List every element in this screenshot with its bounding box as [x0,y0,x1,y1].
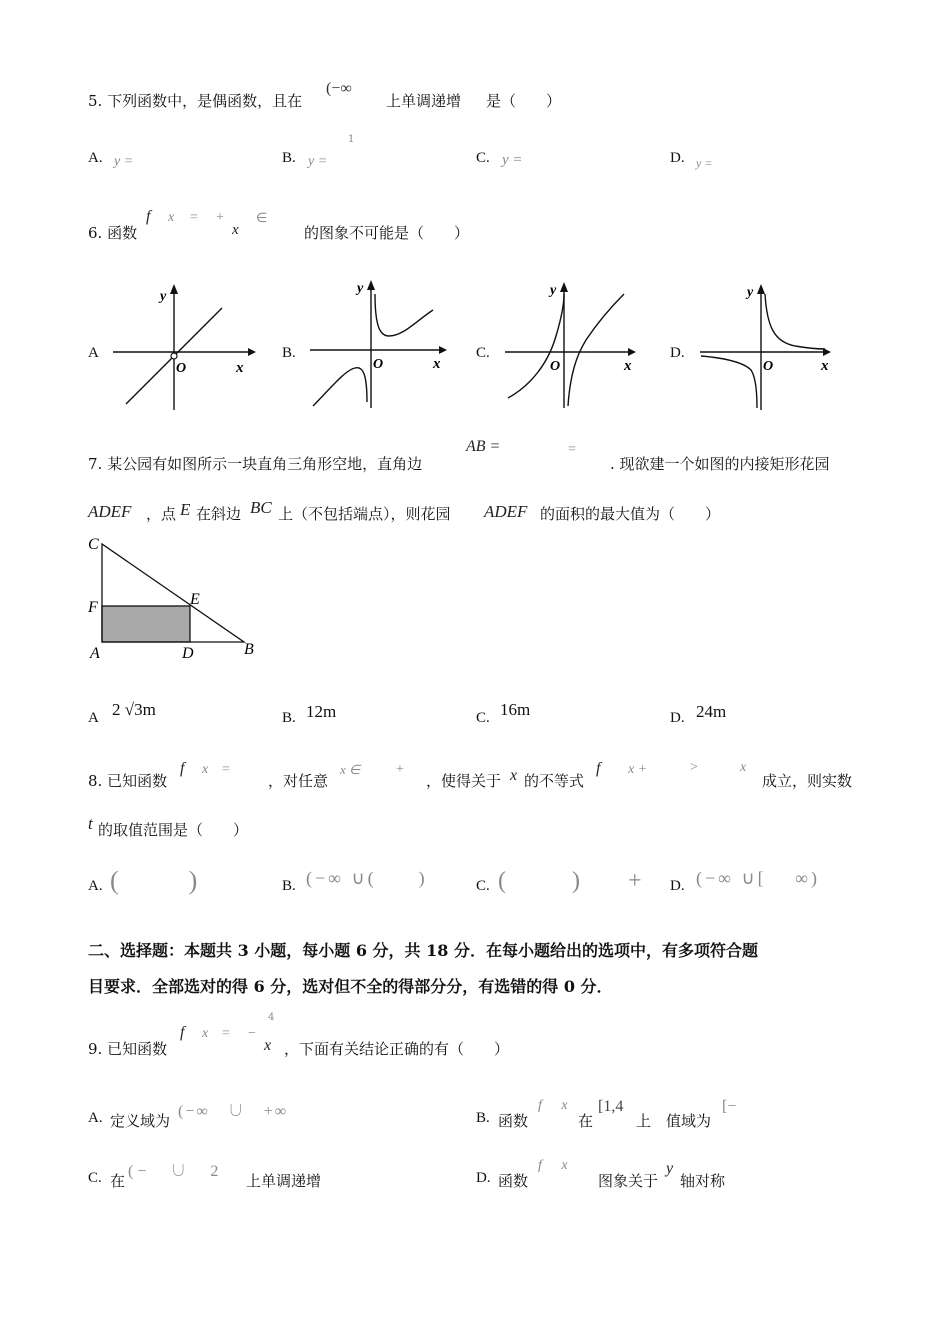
q8-t-var: t [88,814,93,833]
q6-graph-c [500,276,650,411]
q6-stem-prefix: 6. 函数 [88,224,138,242]
q9-option-b-text2: 在 [578,1112,594,1130]
q5-option-a-label[interactable]: A. [88,150,103,166]
q8-xin: x ∈ [340,762,361,777]
q9-eq: = [222,1026,230,1041]
graph-curve-right [568,294,624,406]
q6-graph-a [108,280,258,415]
q5-option-b-expr: y = [308,154,328,169]
q5-superscript-fragment: 1 [348,134,355,145]
x-label: x [821,358,829,374]
graph-curve-lower [313,368,367,406]
q7-figure [84,530,264,665]
origin-label: O [176,361,187,376]
q5-option-c-expr: y = [502,152,523,168]
q8-xplus: x + [628,762,648,777]
q7-line2-d: 上（不包括端点），则花园 [278,505,451,523]
y-axis-arrow [367,280,375,290]
q8-xvar: x [510,767,518,784]
q7-eq: = [568,442,576,457]
label-b: B [244,641,254,658]
q8-t1: ，对任意 [268,772,329,790]
q8-eq: = [222,762,230,777]
q8-option-b-expr: (−∞ ∪( ) [306,868,428,888]
q9-option-c-expr: (− ∪ 2 [128,1163,223,1180]
graph-curve-upper [375,294,433,336]
q7-line2-f: 的面积的最大值为（ ） [540,505,721,523]
label-a: A [90,645,100,662]
q7-stem-prefix: 7. 某公园有如图所示一块直角三角形空地，直角边 [88,455,423,473]
q9-option-d-text1: 函数 [498,1172,529,1190]
q8-t4: 成立，则实数 [762,772,853,790]
q9-option-d-text3: 轴对称 [680,1172,726,1190]
q9-option-b-fx: f x [538,1098,576,1113]
section2-line1: 二、选择题：本题共 3 小题，每小题 6 分，共 18 分．在每小题给出的选项中，有多项符合题 [88,941,758,960]
q7-option-a-value: 2 √3m [112,700,156,719]
q9-option-d-fx: f x [538,1158,576,1173]
rectangle-adef [102,606,190,642]
y-label: y [160,289,167,304]
q5-option-d-expr: y = [696,156,713,170]
q9-option-b-range: [− [722,1098,737,1115]
origin-label: O [763,359,774,374]
q5-option-b-label[interactable]: B. [282,150,296,166]
graph-curve-left [508,294,564,398]
q9-option-d-text2: 图象关于 [598,1172,659,1190]
q9-option-a-text: 定义域为 [110,1112,171,1130]
q9-option-b-label[interactable]: B. [476,1110,490,1126]
q8-stem-prefix: 8. 已知函数 [88,772,168,790]
origin-point [171,353,177,359]
q5-option-a-expr: y = [114,154,134,169]
q6-stem-suffix: 的图象不可能是（ ） [304,224,470,242]
q9-x: x [202,1026,209,1041]
q9-option-d-label[interactable]: D. [476,1170,491,1186]
label-d: D [182,645,194,662]
q9-sup: 4 [268,1012,275,1023]
q7-option-c-label[interactable]: C. [476,710,490,726]
q8-option-c-expr: ( ) + [498,868,648,894]
y-label: y [747,285,754,300]
q8-t2: ，使得关于 [426,772,502,790]
q6-graph-d-label[interactable]: D. [670,345,685,361]
label-c: C [88,536,99,553]
x-axis-arrow [439,346,447,354]
q7-option-c-value: 16m [500,700,531,719]
y-axis-arrow [757,284,765,294]
q9-option-c-text2: 上单调递增 [246,1172,322,1190]
x-label: x [433,356,441,372]
y-label: y [357,281,364,296]
q6-eq: = [190,210,198,225]
q9-x-denominator: x [264,1037,272,1054]
q7-adef-2: ADEF [484,502,528,521]
q9-option-d-y: y [666,1160,674,1177]
q9-minus: − [248,1026,256,1041]
q8-plus: + [396,762,404,777]
q6-graph-c-label[interactable]: C. [476,345,490,361]
q8-line2: 的取值范围是（ ） [98,821,249,839]
origin-label: O [373,357,384,372]
q5-interval-fragment: (−∞ [326,80,352,97]
q8-option-b-label[interactable]: B. [282,878,296,894]
q9-stem-prefix: 9. 已知函数 [88,1040,168,1058]
q8-x: x [202,762,209,777]
q9-stem-suffix: ，下面有关结论正确的有（ ） [284,1040,510,1058]
x-label: x [236,360,244,376]
q8-option-a-expr: ( ) [110,866,204,895]
q6-graph-b-label[interactable]: B. [282,345,296,361]
y-axis-arrow [560,282,568,292]
q9-f: f [180,1024,185,1041]
q7-bc: BC [250,498,272,517]
q8-option-d-label[interactable]: D. [670,878,685,894]
q6-x: x [168,210,175,225]
q6-x-denominator: x [232,222,239,238]
q9-option-c-label[interactable]: C. [88,1170,102,1186]
q9-option-a-expr: (−∞ ∪ +∞ [178,1103,289,1120]
section2-line2: 目要求．全部选对的得 6 分，选对但不全的得部分分，有选错的得 0 分． [88,977,613,996]
q5-option-d-label[interactable]: D. [670,150,685,166]
q9-option-b-text3: 上 值域为 [636,1112,712,1130]
q6-plus: + [216,210,224,225]
q7-option-b-value: 12m [306,702,337,721]
q8-option-d-expr: (−∞ ∪[ ∞) [696,868,820,888]
q7-line2-c: 在斜边 [196,505,242,523]
q9-option-a-label[interactable]: A. [88,1110,103,1126]
q7-line2-b: ，点 [146,505,177,523]
q8-x3: x [740,760,747,775]
q7-adef-1: ADEF [88,502,132,521]
q8-option-c-label[interactable]: C. [476,878,490,894]
q6-in: ∈ [256,210,268,225]
q7-stem-suffix: . 现欲建一个如图的内接矩形花园 [610,455,830,473]
q8-gt: > [690,760,698,775]
q6-graph-d [695,278,845,413]
origin-label: O [550,359,561,374]
q7-option-b-label[interactable]: B. [282,710,296,726]
q5-stem: 5. 下列函数中，是偶函数，且在 [88,92,303,110]
q5-stem-tail: 上单调递增 [386,92,462,110]
q8-f2: f [596,760,601,777]
x-label: x [624,358,632,374]
q5-option-c-label[interactable]: C. [476,150,490,166]
q6-graph-a-label[interactable]: A [88,345,99,361]
q7-ab: AB = [466,438,501,455]
y-label: y [550,283,557,298]
q9-option-b-interval: [1,4 [598,1098,624,1115]
label-e: E [190,591,200,608]
graph-curve-right [765,294,825,349]
q6-f: f [146,208,151,225]
y-axis-arrow [170,284,178,294]
q7-point-e: E [180,500,191,519]
q8-f: f [180,760,185,777]
label-f: F [88,599,98,616]
graph-curve-left [701,356,757,408]
q8-option-a-label[interactable]: A. [88,878,103,894]
q5-stem-end: 是（ ） [486,92,562,110]
x-axis-arrow [628,348,636,356]
q9-option-c-text1: 在 [110,1172,126,1190]
q6-graph-b [305,274,455,414]
q8-t3: 的不等式 [524,772,585,790]
q7-option-d-label[interactable]: D. [670,710,685,726]
q9-option-b-text1: 函数 [498,1112,529,1130]
x-axis-arrow [248,348,256,356]
q7-option-d-value: 24m [696,702,727,721]
q7-option-a-label[interactable]: A [88,710,99,726]
